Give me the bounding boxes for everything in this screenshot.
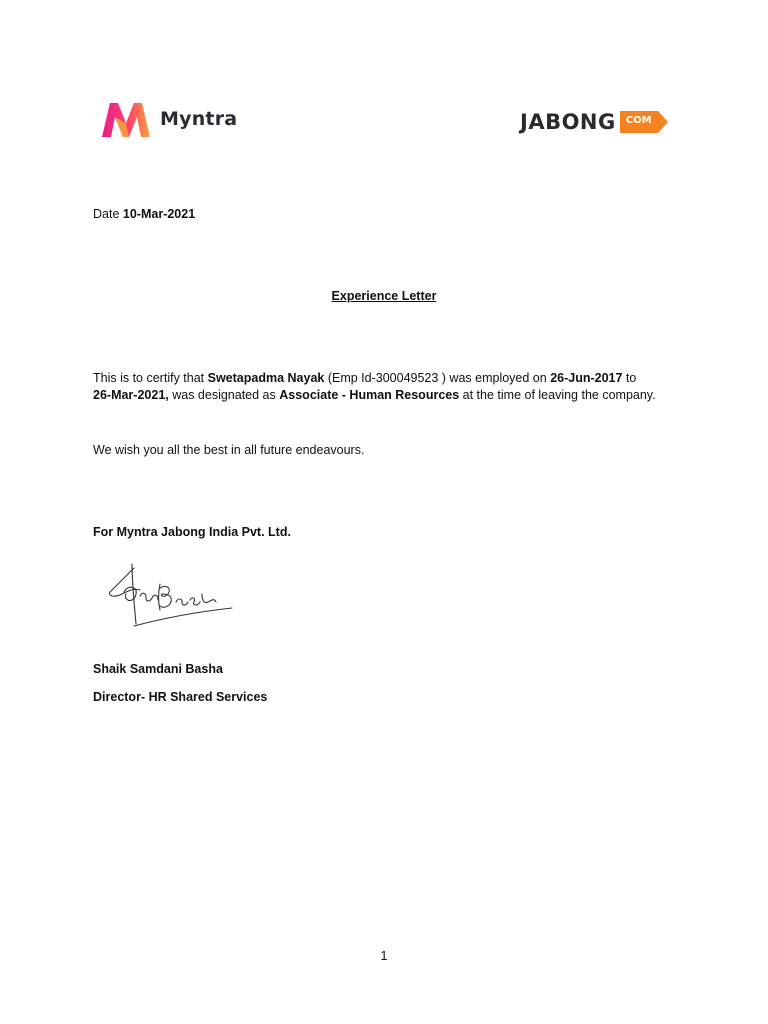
jabong-tag-text: COM (625, 115, 652, 126)
myntra-wordmark: Myntra (160, 108, 238, 130)
designated-text: was designated as (168, 388, 280, 402)
company-signoff: For Myntra Jabong India Pvt. Ltd. (93, 525, 291, 539)
jabong-com-tag (620, 111, 668, 133)
wish-line: We wish you all the best in all future endeavours. (93, 443, 365, 457)
body-line-1 (93, 370, 636, 387)
signature-image (104, 562, 240, 634)
date-label: Date (93, 207, 120, 221)
body-line-2 (93, 387, 656, 404)
date-value: 10-Mar-2021 (122, 207, 196, 221)
body-prefix: This is to certify that (93, 371, 208, 385)
myntra-logo (98, 96, 248, 142)
signer-name: Shaik Samdani Basha (93, 662, 223, 676)
letter-title: Experience Letter (331, 289, 437, 303)
start-date: 26-Jun-2017 (550, 371, 623, 385)
end-date: 26-Mar-2021, (93, 388, 169, 402)
jabong-logo (520, 106, 680, 138)
page-number: 1 (380, 949, 388, 963)
role: Associate - Human Resources (279, 388, 460, 402)
jabong-wordmark: JABONG (520, 110, 616, 134)
employee-name: Swetapadma Nayak (207, 371, 325, 385)
closing-text: at the time of leaving the company. (459, 388, 656, 402)
date-line (93, 206, 195, 223)
to-text: to (622, 371, 637, 385)
myntra-m-icon (98, 99, 154, 139)
emp-id-text: (Emp Id-300049523 ) was employed on (324, 371, 551, 385)
signer-title: Director- HR Shared Services (93, 690, 268, 704)
